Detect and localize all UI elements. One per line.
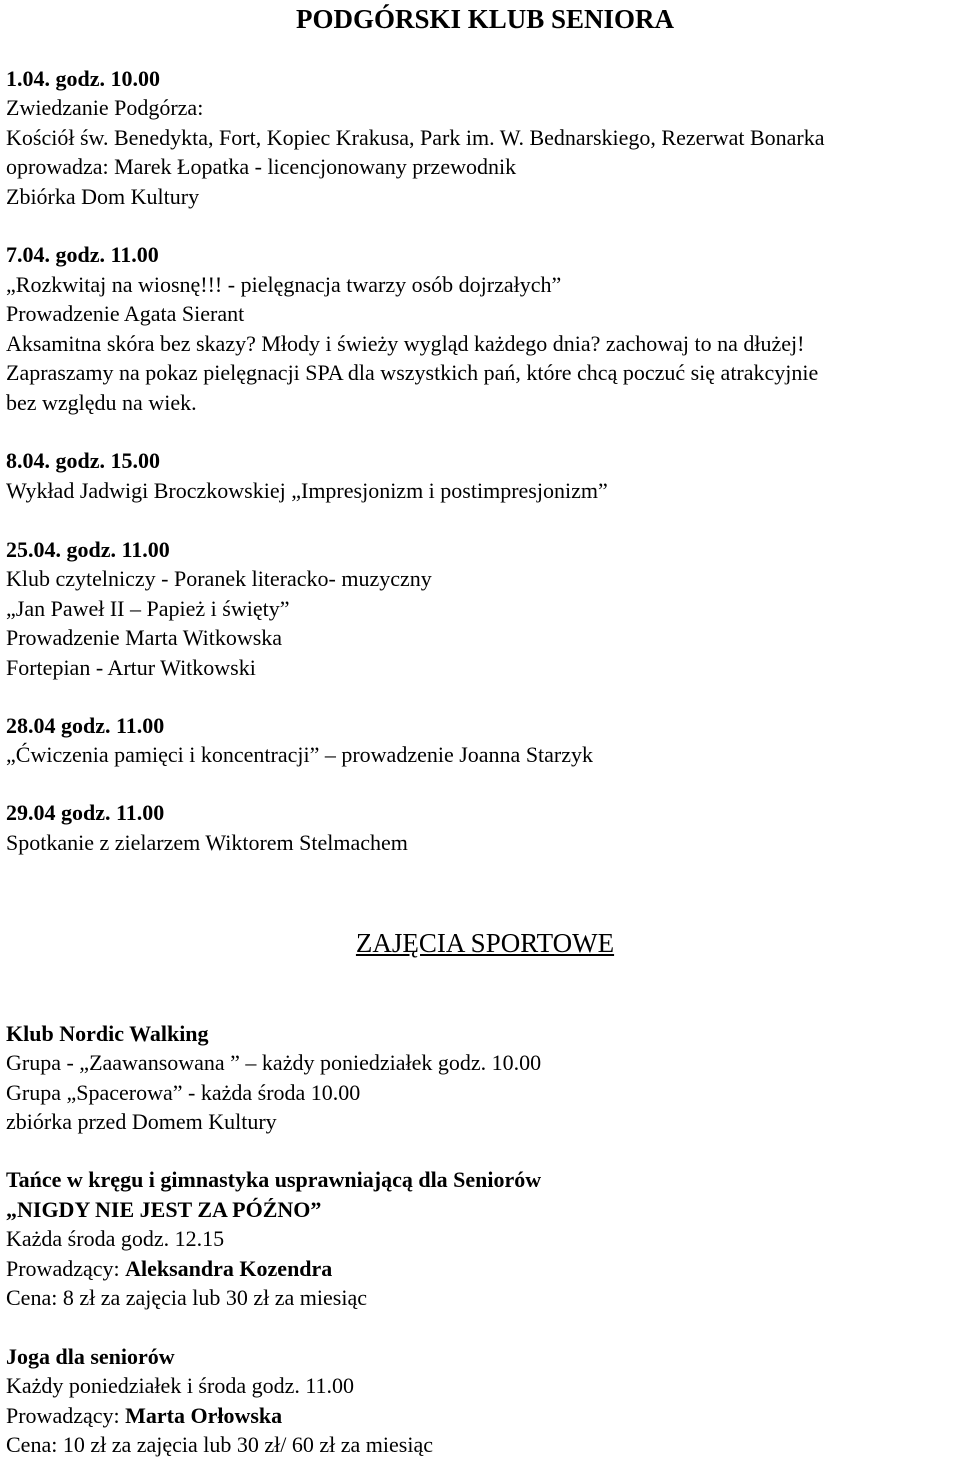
event-line: Zwiedzanie Podgórza: (6, 95, 204, 120)
event-date: 29.04 godz. 11.00 (6, 800, 165, 825)
event-line: Prowadzenie Marta Witkowska (6, 625, 283, 650)
nordic-heading: Klub Nordic Walking (6, 1021, 209, 1046)
yoga-schedule: Każdy poniedziałek i środa godz. 11.00 (6, 1373, 355, 1398)
yoga-price: Cena: 10 zł za zajęcia lub 30 zł/ 60 zł za miesiąc (6, 1432, 433, 1457)
dance-price: Cena: 8 zł za zajęcia lub 30 zł za miesiąc (6, 1285, 367, 1310)
event-line: Klub czytelniczy - Poranek literacko- muzyczny (6, 566, 432, 591)
event-line: Wykład Jadwigi Broczkowskiej „Impresjonizm i postimpresjonizm” (6, 478, 608, 503)
event-date: 8.04. godz. 15.00 (6, 448, 160, 473)
event-date: 25.04. godz. 11.00 (6, 537, 170, 562)
leader-name: Marta Orłowska (125, 1403, 283, 1428)
yoga-leader (6, 1402, 282, 1430)
dance-subheading: „NIGDY NIE JEST ZA PÓŹNO” (6, 1197, 322, 1222)
event-line: Aksamitna skóra bez skazy? Młody i świeży wygląd każdego dnia? zachowaj to na dłużej! (6, 331, 805, 356)
nordic-line: Grupa „Spacerowa” - każda środa 10.00 (6, 1080, 361, 1105)
event-date: 1.04. godz. 10.00 (6, 66, 160, 91)
nordic-line: Grupa - „Zaawansowana ” – każdy poniedziałek godz. 10.00 (6, 1050, 542, 1075)
event-line: Fortepian - Artur Witkowski (6, 655, 256, 680)
event-line: oprowadza: Marek Łopatka - licencjonowany przewodnik (6, 154, 517, 179)
event-line: Zbiórka Dom Kultury (6, 184, 200, 209)
event-line: Prowadzenie Agata Sierant (6, 301, 245, 326)
event-date: 7.04. godz. 11.00 (6, 242, 159, 267)
leader-label: Prowadzący: (6, 1256, 126, 1281)
dance-schedule: Każda środa godz. 12.15 (6, 1226, 225, 1251)
dance-heading: Tańce w kręgu i gimnastyka usprawniającą dla Seniorów (6, 1167, 542, 1192)
leader-name: Aleksandra Kozendra (125, 1256, 333, 1281)
event-date: 28.04 godz. 11.00 (6, 713, 165, 738)
event-line: Zapraszamy na pokaz pielęgnacji SPA dla wszystkich pań, które chcą poczuć się atrakcyjnie (6, 360, 819, 385)
event-line: „Ćwiczenia pamięci i koncentracji” – prowadzenie Joanna Starzyk (6, 742, 594, 767)
page-title: PODGÓRSKI KLUB SENIORA (295, 4, 675, 34)
event-line: „Rozkwitaj na wiosnę!!! - pielęgnacja twarzy osób dojrzałych” (6, 272, 562, 297)
yoga-heading: Joga dla seniorów (6, 1344, 175, 1369)
section-title: ZAJĘCIA SPORTOWE (355, 928, 615, 958)
leader-label: Prowadzący: (6, 1403, 126, 1428)
dance-leader (6, 1255, 332, 1283)
event-line: „Jan Paweł II – Papież i święty” (6, 596, 290, 621)
event-line: Spotkanie z zielarzem Wiktorem Stelmachem (6, 830, 408, 855)
event-line: bez względu na wiek. (6, 390, 197, 415)
event-line: Kościół św. Benedykta, Fort, Kopiec Krakusa, Park im. W. Bednarskiego, Rezerwat Bonarka (6, 125, 825, 150)
nordic-line: zbiórka przed Domem Kultury (6, 1109, 277, 1134)
